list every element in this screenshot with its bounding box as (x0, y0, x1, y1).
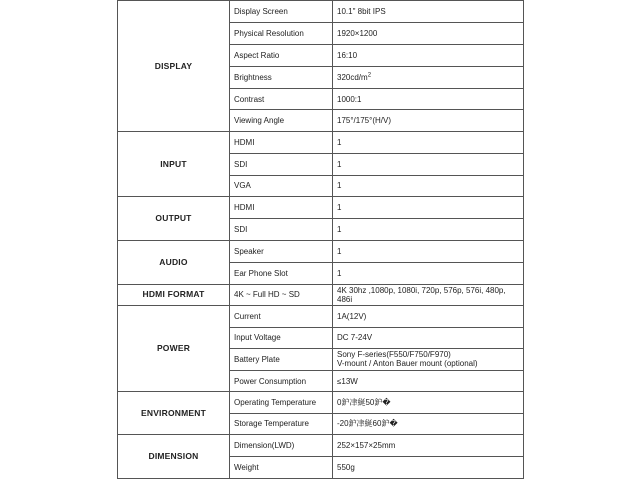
spec-label: Display Screen (230, 1, 333, 23)
spec-value-line2: V-mount / Anton Bauer mount (optional) (337, 359, 478, 369)
spec-value (333, 435, 524, 457)
spec-value (333, 349, 524, 371)
spec-label: SDI (230, 153, 333, 175)
spec-label: SDI (230, 218, 333, 240)
spec-value-text: 1 (337, 138, 342, 148)
spec-value (333, 370, 524, 392)
spec-value-text: 4K 30hz ,1080p, 1080i, 720p, 576p, 576i, 480p, 486i (337, 285, 506, 304)
spec-label: Power Consumption (230, 370, 333, 392)
spec-value-text: 175°/175°(H/V) (337, 116, 391, 126)
spec-value-text: 1000:1 (337, 94, 362, 104)
spec-value-text: 1 (337, 224, 342, 234)
spec-label: Aspect Ratio (230, 44, 333, 66)
section-output: OUTPUT (118, 197, 230, 241)
spec-label: Operating Temperature (230, 392, 333, 413)
spec-label: Speaker (230, 240, 333, 262)
spec-value (333, 175, 524, 197)
spec-value-text: 10.1" 8bit IPS (337, 6, 386, 16)
spec-value-text: -20鈩冿綖60鈩� (337, 419, 398, 429)
section-input: INPUT (118, 132, 230, 197)
spec-row (118, 132, 524, 154)
spec-row (118, 197, 524, 219)
spec-value-text: 1A(12V) (337, 311, 367, 321)
spec-value (333, 327, 524, 349)
spec-value-text: 1920×1200 (337, 28, 378, 38)
spec-value (333, 1, 524, 23)
spec-label: Viewing Angle (230, 110, 333, 132)
spec-label: Brightness (230, 66, 333, 88)
section-audio: AUDIO (118, 240, 230, 284)
spec-value (333, 392, 524, 413)
spec-value-text: 1 (337, 246, 342, 256)
spec-value-text: 1 (337, 203, 342, 213)
spec-row (118, 392, 524, 413)
spec-value (333, 132, 524, 154)
spec-value (333, 306, 524, 328)
spec-value (333, 284, 524, 305)
spec-value (333, 413, 524, 434)
section-display: DISPLAY (118, 1, 230, 132)
spec-label: VGA (230, 175, 333, 197)
spec-value-text: 1 (337, 268, 342, 278)
spec-value (333, 44, 524, 66)
spec-label: Storage Temperature (230, 413, 333, 434)
spec-value-text: 1 (337, 181, 342, 191)
spec-label: Input Voltage (230, 327, 333, 349)
spec-value (333, 197, 524, 219)
section-environment: ENVIRONMENT (118, 392, 230, 435)
spec-value (333, 22, 524, 44)
spec-value-text: DC 7-24V (337, 333, 373, 343)
section-dimension: DIMENSION (118, 435, 230, 479)
spec-label: Physical Resolution (230, 22, 333, 44)
spec-value-text: 550g (337, 462, 355, 472)
spec-label: Dimension(LWD) (230, 435, 333, 457)
spec-label: HDMI (230, 197, 333, 219)
spec-row (118, 240, 524, 262)
spec-value-text: 252×157×25mm (337, 441, 396, 451)
spec-value-superscript: 2 (367, 71, 372, 78)
spec-table (117, 0, 524, 479)
spec-row (118, 306, 524, 328)
spec-value (333, 262, 524, 284)
spec-row (118, 435, 524, 457)
spec-label: Weight (230, 456, 333, 478)
spec-value (333, 110, 524, 132)
spec-value (333, 153, 524, 175)
spec-label: Ear Phone Slot (230, 262, 333, 284)
spec-value-text: 0鈩冿綖50鈩� (337, 398, 391, 408)
spec-value-text: Sony F-series(F550/F750/F970) (337, 350, 451, 360)
spec-value (333, 218, 524, 240)
section-hdmi-format: HDMI FORMAT (118, 284, 230, 305)
spec-value-text: 16:10 (337, 50, 358, 60)
spec-label: Current (230, 306, 333, 328)
spec-value-text: ≤13W (337, 376, 358, 386)
spec-value (333, 88, 524, 110)
section-power: POWER (118, 306, 230, 392)
spec-value (333, 66, 524, 88)
spec-row (118, 284, 524, 305)
spec-label: HDMI (230, 132, 333, 154)
spec-row (118, 1, 524, 23)
spec-value (333, 240, 524, 262)
spec-table-body (118, 1, 524, 479)
spec-value (333, 456, 524, 478)
spec-label: 4K ~ Full HD ~ SD (230, 284, 333, 305)
spec-value-text: 320cd/m (337, 72, 368, 82)
spec-label: Contrast (230, 88, 333, 110)
spec-value-text: 1 (337, 159, 342, 169)
spec-label: Battery Plate (230, 349, 333, 371)
